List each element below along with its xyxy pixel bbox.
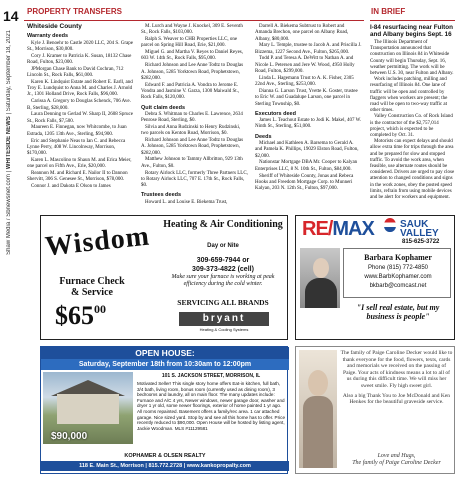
wisdom-logo: Wisdom <box>43 220 152 263</box>
transfer-entry: Darrell A. Biekema Subtrust to Robert and Amanda Brechon, one parcel on Albany Road, Albany, $80,000. <box>255 24 349 42</box>
deed-type-heading: Quit claim deeds <box>141 104 186 111</box>
transfer-entry: James L. Teachout Estate to Jodi K. Makel, 407 W. Ninth St., Sterling, $51,000. <box>255 118 362 130</box>
bryant-subtitle: Heating & Cooling Systems <box>199 327 249 332</box>
transfer-entry: Connor J. and Dakota E Olson to James <box>31 184 111 190</box>
house-body <box>57 394 119 424</box>
memorial-sign-2: The family of Paige Caroline Decker <box>352 460 441 466</box>
transfers-column-1 <box>27 24 134 191</box>
memorial-notice <box>295 346 455 474</box>
brief-paragraph: Work includes patching, milling and resurfacing of Illinois 84. One lane of traffic will be open and controlled by flaggers when workers are present; the road will be open to two-way traffic at other times. <box>370 77 448 114</box>
wisdom-heating-ad <box>40 215 288 340</box>
realty-contact[interactable]: 118 E. Main St., Morrison | 815.772.2728 | www.kankopropalty.com <box>41 461 289 471</box>
transfer-entry: Michael and Kathleen A. Barsema to Gerald A. and Pamela K. Phillips, 19029 Elston Road, Fulton, $2,000. <box>255 141 359 159</box>
transfer-entry: Silvia and Anna Rudzinski to Henry Rudzinski, two parcels on Kenton Road, Morrison, $0. <box>141 124 241 137</box>
transfer-entry: Reannon M. and Richard E. Nailor II to Dannon Shervitt, 306 S. Genesee St., Morrison, $78,000. <box>27 171 128 183</box>
transfers-column-2 <box>141 24 248 207</box>
transfer-entry: Karen K. Lindquist Estate and Robert E. Earll, and Troy E. Lundquist to Anna M. and Charles J. Arnold Jr., 1301 Holland Drive, Rock Falls, $96,000. <box>27 79 133 98</box>
open-house-ad <box>40 346 288 474</box>
transfer-entry: Richard Johnson and Lee Anne Todtz to Douglas A. Johnson, 5285 Yorktown Road, Prophetstown, $282,000. <box>141 63 244 81</box>
transfer-entry: Eric and Stephanie Neas to Ian C. and Rebecca Lynne Perry, 408 W. Lincolnway, Morrison, $170,000. <box>27 138 126 157</box>
agent-photo <box>300 248 340 308</box>
transfer-entry: Karen L. Mascolino to Shaun M. and Erica Meier, one parcel on Fifth Ave., Erie, $20,000. <box>27 157 132 170</box>
remax-ad <box>295 215 455 340</box>
realty-name: KOPHAMER & OLSEN REALTY <box>124 453 206 459</box>
furnace-price <box>55 301 106 331</box>
deed-type-heading: Deeds <box>255 133 272 140</box>
house-price: $90,000 <box>51 431 88 442</box>
remax-office-name: SAUK VALLEY <box>400 219 439 239</box>
house-address: 101 S. JACKSON STREET, MORRISON, IL <box>161 373 261 379</box>
price-cents: 00 <box>94 302 106 316</box>
brief-heading: IN BRIEF <box>371 7 406 16</box>
memorial-photo-head <box>308 370 328 396</box>
deed-type-heading: Trustees deeds <box>141 192 182 199</box>
agent-body <box>305 278 337 308</box>
heating-title: Heating & Air Conditioning <box>163 219 283 230</box>
transfer-entry: Todd P. and Teresa A. DeWitt to Nathan A. and Nicole L. Petersen and Jere W. Wood, 4950 Holly Road, Fulton, $299,000. <box>255 56 355 75</box>
transfer-entry: Laura Denning to Gerlad W. Sharp II, 2608 Spruce St., Rock Falls, $7,500. <box>27 112 133 124</box>
wisdom-tagline: Make sure your furnace is working at peak efficiency during the cold winter. <box>171 274 275 287</box>
folio-paper: Shaw Media / Sbnewsnet.com <box>6 174 12 255</box>
transfer-entry: M. Lurch and Wayne J. Knockel, 309 E. Seventh St., Rock Falls, $103,000. <box>141 24 243 36</box>
transfer-entry: Dianna G. Larson Trust, Yvette K. Goster, trustee to Eric W. and Guadalupe Larson, one parcel in Sterling Township, $0. <box>255 88 358 107</box>
transfer-entry: Kyle J. Benoehr to Castle 2020 LLC, 204 S. Grape St., Morrison, $30,000. <box>27 40 133 52</box>
remax-balloon-icon <box>384 218 396 232</box>
brief-paragraph: Valley Construction Co. of Rock Island is the contractor of the $2,757,014 project, which is expected to be completed by Oct. 31. <box>370 114 453 139</box>
agent-email[interactable]: bkbarb@comcast.net <box>369 283 427 289</box>
transfers-column-3 <box>255 24 362 193</box>
memorial-photo-body <box>303 396 333 468</box>
folio-section: WHITESIDE NEWS <box>6 116 12 170</box>
wisdom-phone-1: 309-659-7944 or <box>196 257 250 264</box>
open-house-title: OPEN HOUSE: <box>41 347 289 359</box>
wisdom-phones <box>161 256 285 274</box>
transfer-entry: Rotary Airlock LLC, formerly Three Partners LLC, to Rotary Airlock LLC, 707 E. 17th St., Rock Falls, $0. <box>141 170 248 189</box>
brief-title: I-84 resurfacing near Fulton and Albany begins Sept. 16 <box>370 24 453 38</box>
memorial-text <box>340 350 453 406</box>
memorial-photo <box>299 350 337 468</box>
agent-quote: "I sell real estate, but my business is people" <box>356 303 440 321</box>
transfer-entry: Howard L. and Louise E. Biekema Trust, <box>145 199 228 205</box>
price-symbol: $ <box>55 301 68 330</box>
agent-head <box>313 258 329 278</box>
bryant-logo: bryant <box>179 312 269 326</box>
open-house-time: Saturday, September 18th from 10:30am to 12:00pm <box>41 359 289 370</box>
brief-paragraph: The Illinois Department of Transportation announced that construction on Illinois 84 in Whiteside County will begin Thursday, Sept. 16, weather permitting. The work will be between U.S. 30, near Fulton and Albany. <box>370 40 454 77</box>
brief-paragraph: Motorists can expect delays and should allow extra time for trips through the area and be prepared for slow and stopped traffic. To avoid the work area, when feasible, use alternate routes should be considered. Drivers are urged to pay close attention to changed conditions and signs in the work zones, obey the posted speed limits, refrain from using mobile devices and be alert for workers and equipment. <box>370 139 455 201</box>
transfer-entry: Richard Johnson and Lee Anne Todtz to Douglas A. Johnson, 5285 Yorktown Road, Prophetstown, $282,000. <box>141 138 244 156</box>
transfers-rule <box>24 20 364 21</box>
county-title: Whiteside County <box>27 23 82 30</box>
page-number: 14 <box>3 8 19 24</box>
memorial-thanks: The family of Paige Caroline Decker would like to thank everyone for the food, flowers, texts, cards and memorials we received on the passing of Paige. Your acts of kindness means a lot to all of us during this difficult time. We will miss her sweet smile. Fly high sweet girl. <box>340 350 453 389</box>
transfer-entry: Nationstar Mortgage DBA Mr. Cooper to Kalyan Enterprises LLC, 8 N. 10th St., Fulton, $84,000. <box>255 160 358 172</box>
brief-body <box>370 40 455 201</box>
transfer-entry: Edward F. and Patricia A. Vondra to Jerome E. Vondra and Jasmine V. Garza, 1300 Maiwald St., Rock Falls, $120,000. <box>141 82 240 101</box>
agent-phone: Phone (815) 772-4850 <box>367 265 429 271</box>
memorial-service-thanks: Also a big Thank You to Joe McDonald and Ken Henkes for the beautiful graveside service. <box>342 392 451 406</box>
agent-contact-box <box>343 248 451 298</box>
furnace-offer: Furnace Check & Service <box>59 276 125 298</box>
transfer-entry: Maureen E. Finnegan, now Whitcombe, to Juan Estrada, 1205 13th Ave., Sterling, $94,900. <box>27 125 127 137</box>
transfers-heading: PROPERTY TRANSFERS <box>27 7 122 16</box>
transfer-entry: Debra S. Whitman to Charles E. Lawrence, 2634 Penrose Road, Sterling, $0. <box>141 111 243 124</box>
transfer-entry: Ralph S. Weaver to CHB Properties LLC, one parcel on Spring Hill Road, Erie, $21,000. <box>141 37 238 49</box>
folio-line: Shaw Media / Sbnewsnet.com | WHITESIDE NEWS | Saturday, September 18, 2021 <box>6 30 12 255</box>
transfer-entry: Cory J. Kramer to Patricia K. Susan, 18132 Chase Road, Fulton, $23,000. <box>27 53 132 65</box>
memorial-signature <box>340 453 453 467</box>
heating-subtitle: Day or Nite <box>207 243 239 249</box>
transfer-entry: Miguel G. and Martha V. Reyes to Daniel Reyes, 603 W. 14th St., Rock Falls, $95,000. <box>141 50 243 62</box>
remax-logo-max: MAX <box>332 218 374 240</box>
remax-logo <box>302 218 380 244</box>
remax-office-phone: 815-625-3722 <box>402 239 440 245</box>
agent-website[interactable]: www.BarbKophamer.com <box>364 274 432 280</box>
page-sidebar <box>0 0 22 480</box>
memorial-sign-1: Love and Hugs, <box>377 453 416 459</box>
transfer-entry: JPMorgan Chase Bank to David Cochran, 712 Lincoln St., Rock Falls, $61,000. <box>27 66 124 79</box>
wisdom-phone-2: 309-373-4822 (cell) <box>192 266 254 273</box>
transfer-entry: Mary L. Temple, trustee to Jacob A. and Priscilla J. Bizzema, 1227 Second Ave., Fulton, $265,000. <box>255 43 362 55</box>
house-description: Motivated Seller! This single story home offers Eat-in kitchen, full bath, 3/4 bath, living room, bonus room (currently used as dining room), 3 bedrooms and laundry, all on main floor. The many updates include: Furnace and A/C 4 yrs, Newer windows, newer garage door, washer and dryer 1 yr old, some newer floorings, exterior of home painted 1 yr ago. All rooms repainted. Basement offers a family/rec area. 1 car attached garage. Nice sized yard. Stop by and see all this home has to offer. Price recently reduced to $90,000. Open House will be hosted by listing agent, Jackie Woodman. MLS #11129581 <box>137 381 286 431</box>
deed-type-heading: Warranty deeds <box>27 33 69 40</box>
transfer-entry: Sheriff of Whiteside County, Jonas and Rebeca Hooks and Freedom Mortgage Corp. to Munneri Kalyan, 203 N. 12th St., Fulton, $97,000. <box>255 173 354 192</box>
servicing-all-brands: SERVICING ALL BRANDS <box>177 298 269 307</box>
brief-rule <box>370 20 455 21</box>
deed-type-heading: Executors deed <box>255 110 296 117</box>
brief-article <box>370 24 455 201</box>
folio-date: Saturday, September 18, 2021 <box>6 30 12 112</box>
transfer-entry: Matthew Johnson to Tammy Allbritton, 929 13th Ave., Fulton, $0. <box>141 157 243 169</box>
agent-name: Barbara Kophamer <box>364 253 432 262</box>
remax-logo-re: RE/ <box>302 218 333 240</box>
transfer-entry: Linda L. Hagemann Trust to A. K. Fisher, 2305 22nd Ave., Sterling, $253,000. <box>255 75 354 88</box>
transfer-entry: Carissa A. Gregory to Douglas Schenck, 706 Ave. B, Sterling, $28,000. <box>27 99 131 111</box>
price-main: 65 <box>68 301 94 330</box>
